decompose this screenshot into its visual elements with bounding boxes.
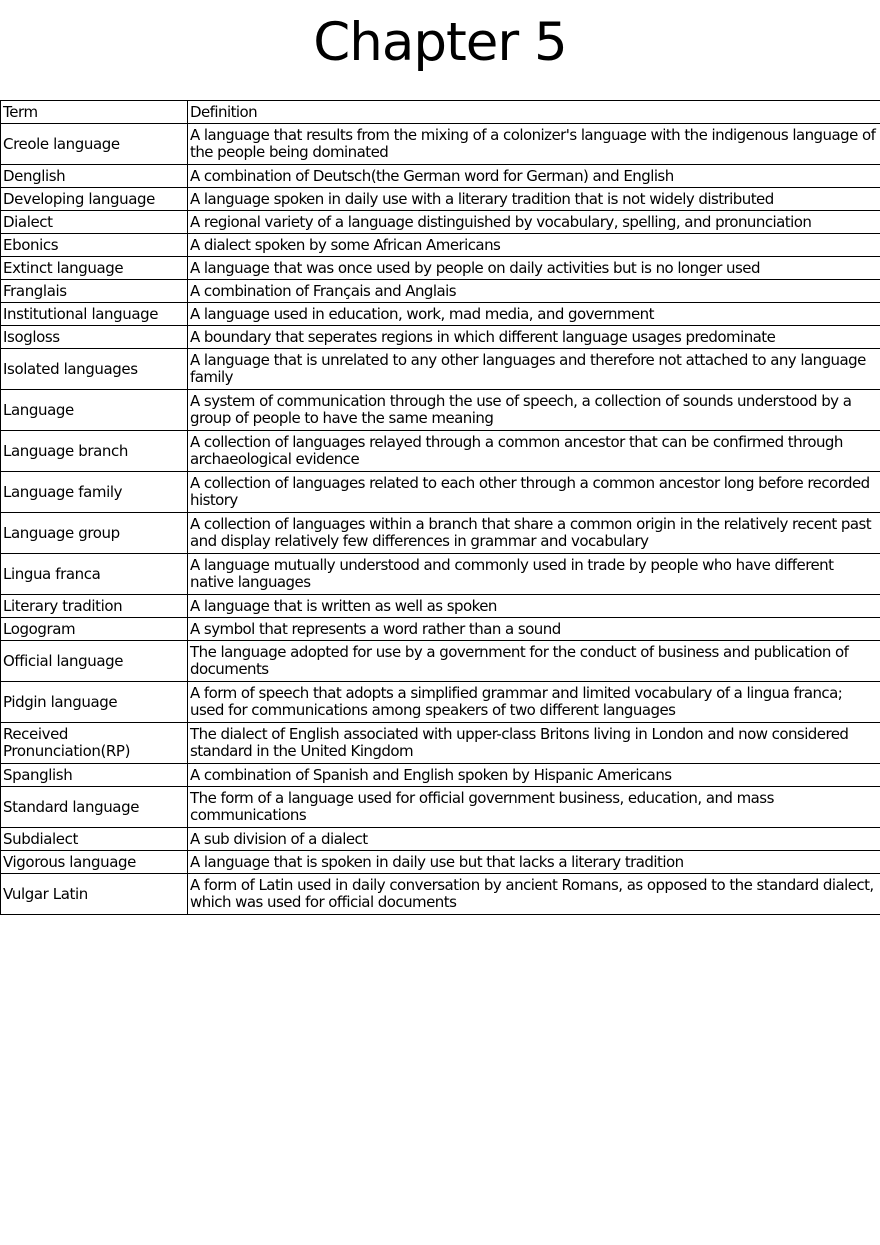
term-cell xyxy=(1,326,188,349)
term-cell xyxy=(1,723,188,764)
term-cell xyxy=(1,851,188,874)
term-text: Language group xyxy=(3,523,120,542)
term-cell xyxy=(1,472,188,513)
definition-text: A regional variety of a language distinguished by vocabulary, spelling, and pronunciation xyxy=(190,212,812,231)
definition-cell xyxy=(188,641,880,682)
term-text: Language xyxy=(3,400,74,419)
table-row xyxy=(1,349,880,390)
definition-text: A sub division of a dialect xyxy=(190,829,368,848)
table-row xyxy=(1,723,880,764)
definition-text: A language used in education, work, mad media, and government xyxy=(190,304,654,323)
definition-text: A system of communication through the use of speech, a collection of sounds understood by a group of people to have the same meaning xyxy=(190,392,852,427)
term-cell xyxy=(1,828,188,851)
definition-cell xyxy=(188,257,880,280)
table-row xyxy=(1,124,880,165)
term-text: Developing language xyxy=(3,189,155,208)
glossary-table xyxy=(0,100,880,915)
definition-text: A combination of Spanish and English spoken by Hispanic Americans xyxy=(190,765,672,784)
definition-text: A form of speech that adopts a simplified grammar and limited vocabulary of a lingua franca; used for communications among speakers of two different languages xyxy=(190,684,843,719)
term-text: Language branch xyxy=(3,441,128,460)
term-text: Extinct language xyxy=(3,258,124,277)
definition-cell xyxy=(188,851,880,874)
page-title: Chapter 5 xyxy=(313,12,567,73)
definition-cell xyxy=(188,828,880,851)
term-text: Franglais xyxy=(3,281,67,300)
definition-cell xyxy=(188,280,880,303)
term-text: Isogloss xyxy=(3,327,60,346)
header-definition xyxy=(188,101,880,124)
table-row xyxy=(1,390,880,431)
table-row xyxy=(1,513,880,554)
definition-cell xyxy=(188,431,880,472)
term-cell xyxy=(1,188,188,211)
definition-text: A collection of languages related to each other through a common ancestor long before recorded history xyxy=(190,474,870,509)
table-row xyxy=(1,828,880,851)
term-text: Denglish xyxy=(3,166,66,185)
term-text: Ebonics xyxy=(3,235,59,254)
table-header-row xyxy=(1,101,880,124)
table-row xyxy=(1,764,880,787)
definition-text: The form of a language used for official government business, education, and mass communications xyxy=(190,789,774,824)
term-text: Pidgin language xyxy=(3,692,118,711)
term-cell xyxy=(1,303,188,326)
definition-text: A collection of languages relayed through a common ancestor that can be confirmed through archaeological evidence xyxy=(190,433,843,468)
table-row xyxy=(1,787,880,828)
term-cell xyxy=(1,165,188,188)
term-text: Spanglish xyxy=(3,765,73,784)
term-text: Vulgar Latin xyxy=(3,884,88,903)
definition-text: A language that is written as well as spoken xyxy=(190,596,497,615)
definition-cell xyxy=(188,124,880,165)
definition-cell xyxy=(188,787,880,828)
table-row xyxy=(1,618,880,641)
definition-cell xyxy=(188,165,880,188)
definition-cell xyxy=(188,234,880,257)
term-text: Standard language xyxy=(3,797,140,816)
term-text: Lingua franca xyxy=(3,564,101,583)
definition-cell xyxy=(188,554,880,595)
definition-cell xyxy=(188,349,880,390)
definition-cell xyxy=(188,188,880,211)
table-row xyxy=(1,431,880,472)
term-cell xyxy=(1,618,188,641)
term-text: Isolated languages xyxy=(3,359,138,378)
table-row xyxy=(1,682,880,723)
term-cell xyxy=(1,257,188,280)
table-row xyxy=(1,165,880,188)
term-cell xyxy=(1,280,188,303)
table-row xyxy=(1,874,880,915)
table-row xyxy=(1,554,880,595)
term-text: Language family xyxy=(3,482,123,501)
term-text: Creole language xyxy=(3,134,120,153)
definition-text: A language spoken in daily use with a literary tradition that is not widely distributed xyxy=(190,189,774,208)
definition-text: A language that is unrelated to any other languages and therefore not attached to any language family xyxy=(190,351,866,386)
term-cell xyxy=(1,124,188,165)
definition-text: A language that was once used by people on daily activities but is no longer used xyxy=(190,258,760,277)
definition-text: A language that results from the mixing of a colonizer's language with the indigenous language of the people being dominated xyxy=(190,126,876,161)
term-text: Logogram xyxy=(3,619,76,638)
definition-cell xyxy=(188,303,880,326)
table-row xyxy=(1,257,880,280)
term-cell xyxy=(1,764,188,787)
table-row xyxy=(1,303,880,326)
term-cell xyxy=(1,641,188,682)
term-cell xyxy=(1,787,188,828)
table-row xyxy=(1,234,880,257)
definition-text: The dialect of English associated with upper-class Britons living in London and now considered standard in the United Kingdom xyxy=(190,725,849,760)
definition-text: The language adopted for use by a government for the conduct of business and publication of documents xyxy=(190,643,849,678)
term-cell xyxy=(1,431,188,472)
table-row xyxy=(1,211,880,234)
definition-text: A language mutually understood and commonly used in trade by people who have different native languages xyxy=(190,556,834,591)
term-text: Dialect xyxy=(3,212,53,231)
term-cell xyxy=(1,234,188,257)
definition-text: A dialect spoken by some African Americans xyxy=(190,235,501,254)
term-cell xyxy=(1,554,188,595)
definition-text: A language that is spoken in daily use but that lacks a literary tradition xyxy=(190,852,684,871)
definition-cell xyxy=(188,211,880,234)
term-cell xyxy=(1,682,188,723)
definition-cell xyxy=(188,472,880,513)
definition-cell xyxy=(188,326,880,349)
term-text: Subdialect xyxy=(3,829,78,848)
table-row xyxy=(1,280,880,303)
table-row xyxy=(1,851,880,874)
table-row xyxy=(1,595,880,618)
header-term-label: Term xyxy=(3,102,38,121)
term-text: Literary tradition xyxy=(3,596,123,615)
definition-text: A symbol that represents a word rather than a sound xyxy=(190,619,561,638)
definition-text: A form of Latin used in daily conversation by ancient Romans, as opposed to the standard dialect, which was used for official documents xyxy=(190,876,874,911)
definition-text: A combination of Français and Anglais xyxy=(190,281,457,300)
definition-text: A combination of Deutsch(the German word for German) and English xyxy=(190,166,674,185)
definition-cell xyxy=(188,764,880,787)
term-text: Official language xyxy=(3,651,124,670)
term-text: Received Pronunciation(RP) xyxy=(3,725,131,760)
term-cell xyxy=(1,349,188,390)
term-cell xyxy=(1,390,188,431)
term-cell xyxy=(1,211,188,234)
term-cell xyxy=(1,513,188,554)
definition-cell xyxy=(188,390,880,431)
term-text: Institutional language xyxy=(3,304,159,323)
definition-cell xyxy=(188,595,880,618)
table-row xyxy=(1,188,880,211)
header-definition-label: Definition xyxy=(190,102,258,121)
term-text: Vigorous language xyxy=(3,852,136,871)
definition-cell xyxy=(188,513,880,554)
definition-cell xyxy=(188,723,880,764)
table-row xyxy=(1,326,880,349)
definition-cell xyxy=(188,874,880,915)
table-row xyxy=(1,641,880,682)
definition-cell xyxy=(188,618,880,641)
definition-cell xyxy=(188,682,880,723)
definition-text: A boundary that seperates regions in which different language usages predominate xyxy=(190,327,776,346)
header-term xyxy=(1,101,188,124)
term-cell xyxy=(1,595,188,618)
definition-text: A collection of languages within a branch that share a common origin in the relatively recent past and display relatively few differences in grammar and vocabulary xyxy=(190,515,872,550)
table-row xyxy=(1,472,880,513)
term-cell xyxy=(1,874,188,915)
